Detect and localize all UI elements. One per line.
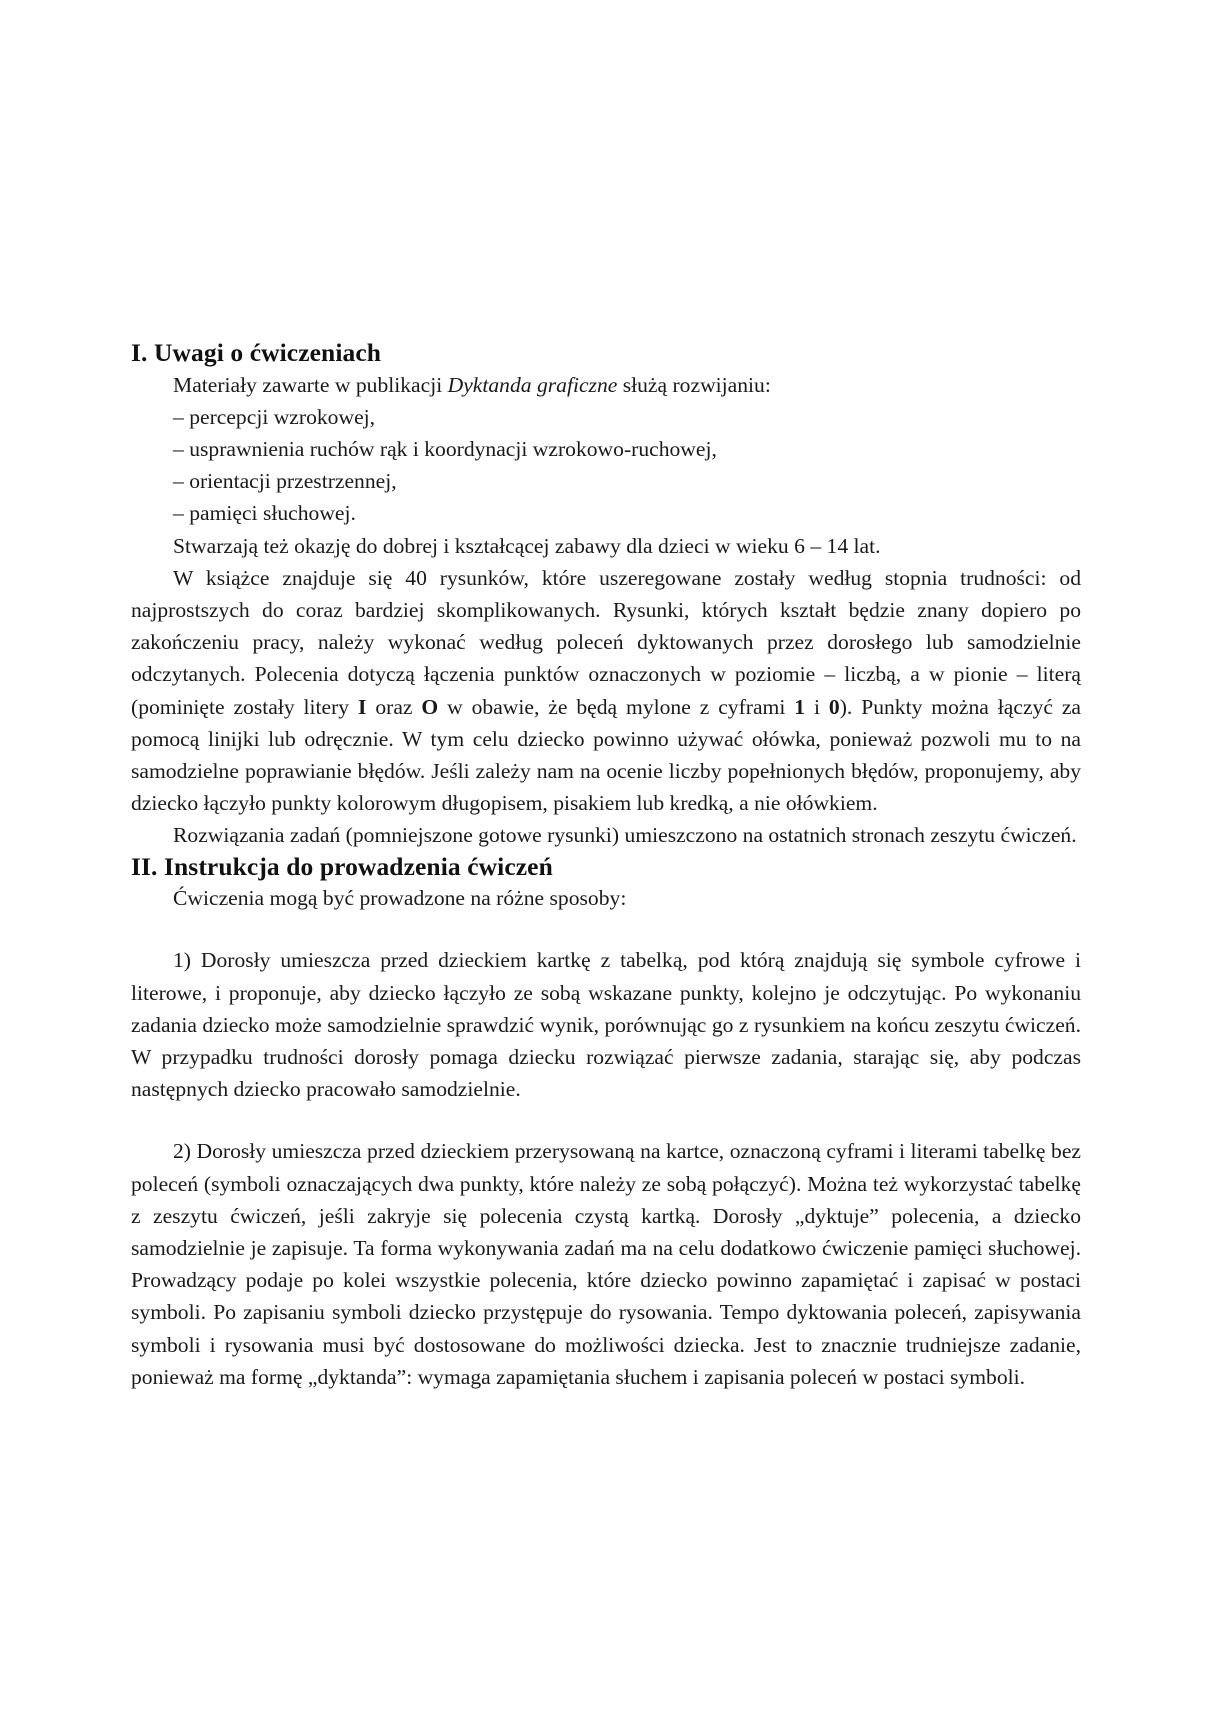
paragraph-main-part-a: W książce znajduje się 40 rysunków, które uszeregowane zostały według stopnia trudności: od najprostszych do coraz bardziej skomplikowanych. Rysunki, których kształt będzie znany dopiero po zakończeniu pracy, należy wykonać według poleceń dyktowanych przez dorosłego lub samodzielnie odczytanych. Polecenia dotyczą łączenia punktów oznaczonych w poziomie – liczbą, a w pionie – literą (pominięte zostały litery xyxy=(131,565,1081,719)
paragraph-spacer xyxy=(131,914,1081,944)
list-tail-line: Stwarzają też okazję do dobrej i kształcącej zabawy dla dzieci w wieku 6 – 14 lat. xyxy=(173,533,881,558)
paragraph-main-part-c: w obawie, że będą mylone z cyframi xyxy=(438,694,795,719)
intro-list-block-1 xyxy=(131,369,1081,562)
bold-digit-zero: 0 xyxy=(828,694,840,719)
bold-letter-o: O xyxy=(421,694,439,719)
paragraph-closing: Rozwiązania zadań (pomniejszone gotowe rysunki) umieszczono na ostatnich stronach zeszytu ćwiczeń. xyxy=(173,823,1077,848)
paragraph-main-part-b: oraz xyxy=(366,694,422,719)
paragraph-main-part-d: i xyxy=(805,694,829,719)
publication-title: Dyktanda graficzne xyxy=(447,372,618,397)
list-item: – orientacji przestrzennej, xyxy=(173,469,397,494)
paragraph-spacer xyxy=(131,1105,1081,1135)
paragraph-item-2: 2) Dorosły umieszcza przed dzieckiem przerysowaną na kartce, oznaczoną cyframi i literami tabelkę bez poleceń (symboli oznaczających dwa punkty, które należy ze sobą połączyć). Można też wykorzystać tabelkę z zeszytu ćwiczeń, jeśli zakryje się polecenia czystą kartką. Dorosły „dyktuje” polecenia, a dziecko samodzielnie je zapisuje. Ta forma wykonywania zadań ma na celu dodatkowo ćwiczenie pamięci słuchowej. Prowadzący podaje po kolei wszystkie polecenia, które dziecko powinno zapamiętać i zapisać w postaci symboli. Po zapisaniu symboli dziecko przystępuje do rysowania. Tempo dyktowania poleceń, zapisywania symboli i rysowania musi być dostosowane do możliwości dziecka. Jest to znacznie trudniejsze zadanie, ponieważ ma formę „dyktanda”: wymaga zapamiętania słuchem i zapisania poleceń w postaci symboli. xyxy=(131,1139,1081,1389)
list-item: – percepcji wzrokowej, xyxy=(173,404,376,429)
bold-digit-one: 1 xyxy=(794,694,806,719)
section-heading-2: II. Instrukcja do prowadzenia ćwiczeń xyxy=(131,851,553,881)
intro-lead-tail: służą rozwijaniu: xyxy=(617,372,771,397)
paragraph-intro-2: Ćwiczenia mogą być prowadzone na różne sposoby: xyxy=(173,886,627,911)
paragraph-main-part-e: ). Punkty można łączyć za pomocą linijki lub odręcznie. W tym celu dziecko powinno używać ołówka, ponieważ pozwoli mu to na samodzielne poprawianie błędów. Jeśli zależy nam na ocenie liczby popełnionych błędów, proponujemy, aby dziecko łączyło punkty kolorowym długopisem, pisakiem lub kredką, a nie ołówkiem. xyxy=(131,694,1081,816)
intro-lead-line xyxy=(173,369,1081,401)
bold-letter-i: I xyxy=(358,694,367,719)
list-item: – pamięci słuchowej. xyxy=(173,501,356,526)
list-item: – usprawnienia ruchów rąk i koordynacji wzrokowo-ruchowej, xyxy=(173,437,717,461)
paragraph-main xyxy=(131,562,1081,820)
page-content xyxy=(131,338,1081,1393)
section-heading-1: I. Uwagi o ćwiczeniach xyxy=(131,338,382,367)
intro-lead-text: Materiały zawarte w publikacji xyxy=(173,372,448,397)
paragraph-item-1: 1) Dorosły umieszcza przed dzieckiem kartkę z tabelką, pod którą znajdują się symbole cyfrowe i literowe, i proponuje, aby dziecko łączyło ze sobą wskazane punkty, kolejno je odczytując. Po wykonaniu zadania dziecko może samodzielnie sprawdzić wynik, porównując go z rysunkiem na końcu zeszytu ćwiczeń. W przypadku trudności dorosły pomaga dziecku rozwiązać pierwsze zadania, starając się, aby podczas następnych dziecko pracowało samodzielnie. xyxy=(131,948,1081,1102)
